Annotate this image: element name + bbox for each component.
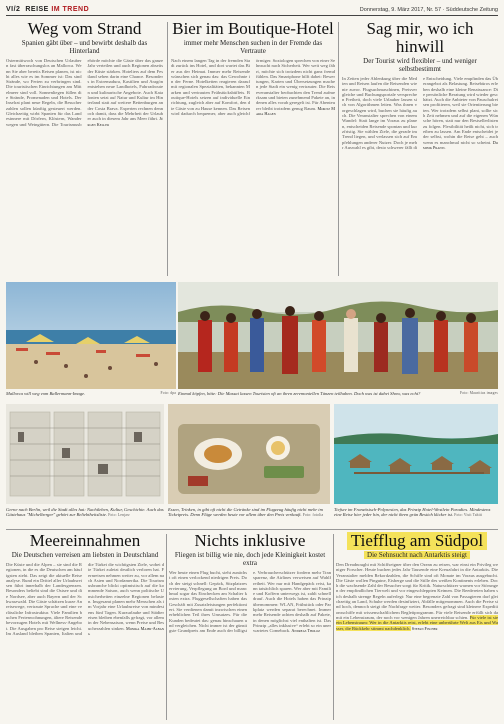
article-text: Ostermittwoch von Deutschen Urlaubern fast überraschungslos an Mallorca. Wenn Sie aber bereits Reisen planen, ist nicht alles wie es im Sommer ist: Das sind Strände, wo Ferien zu verbringen sind. Die touristischen Einrichtungen am Mittelmeer sind voll. Sonnenliegen füllen die Strände, Promenaden und Hotels. Der Inselrat plant neue Regeln, die Besucherzahlen sollen künftig gesteuert werden. Gleichzeitig wirbt Spanien für das Landesinnere mit Dörfern, Klöstern, Wanderwegen und Weingütern. Die Tourismusbehörde möchte die Gäste über das ganze Jahr verteilen und auch Regionen abseits der Küste stärken. Hoteliers auf dem Festland sehen darin eine Chance. Besonders in Extremadura, Kastilien und Aragón entstehen neue Landhotels, Fahrradrouten und kulinarische Angebote. Auch Katalonien setzt auf Natur und Kultur im Hinterland statt auf weitere Bettenburgen an der Costa Brava. Experten rechnen dennoch damit, dass die Mehrheit der Urlauber auch in diesem Jahr ans Meer fährt. [6,58,163,127]
page-number: VI/2 [6,6,21,13]
photo-credit: Foto: Visit Tahiti [454,513,483,518]
photo-credit: Foto: Mauritius images [460,391,498,395]
article-title: Nichts inklusive [194,532,306,550]
article-author: Dominik Prantl [423,139,498,150]
caption-text: Einmal köpfen, bitte: Die Massai lassen Touristen oft an ihren zeremoniellen Tänzen teilhaben. Doch was ist dabei Show, was echt? [178,391,421,396]
photo-polynesia-bungalows [334,404,498,504]
article-title: Weg vom Strand [27,20,142,38]
issue-date: Donnerstag, 9. März 2017, Nr. 57 · Süddeutsche Zeitung [359,6,498,13]
photo-credit: Foto: fotolia [302,513,324,518]
article-body [336,562,498,722]
caption-text: Essen, Trinken, in gibt oft nicht die Getränke sind im Flugzeug häufig nicht mehr im Ticketpreis. Denn Flüge werden heute vor allem über den Preis verkauft. [168,507,323,518]
article-body [171,58,335,278]
article-subtitle: Die Sehnsucht nach Antarktis steigt [364,551,470,559]
photo-massai-dance [178,282,498,389]
photo-inflight-meal [168,404,330,504]
column-divider [167,22,168,276]
article-text: In Zeiten jeder Ablenkung über die Medien und Reisen laufen die Reisenden wie nie zuvor. Flugsuchmaschinen, Preisvergleiche und Buchungsportale versprechen Freiheit, doch viele Urlauber lassen sich von Algorithmen leiten. Was ihnen vorgeschlagen wird, buchen sie häufig auch. Die Veranstalter sprechen von einem Wandel: Statt lange im Voraus zu planen, entscheiden Reisende spontan und kurzfristig. Sie wählen Ziele, die gerade im Trend liegen, und verlassen sich auf Empfehlungen anderer Nutzer. Doch je mehr Auswahl es gibt, desto schwerer fällt die Entscheidung. Viele empfinden das Überangebot als Belastung. Reisebüros erleben deshalb eine kleine Renaissance: Die persönliche Beratung wird wieder geschätzt. Auch die Anbieter von Pauschalreisen profitieren, weil sie Orientierung bieten. Wer trotzdem selbst plant, sollte sich Zeit nehmen und auf die eigenen Wünsche hören, statt nur den Bestsellerlisten zu folgen. Flexibilität heißt nicht, sich treiben zu lassen. Am Ende entscheidet jeder selbst, wohin die Reise geht – auch wenn es manchmal nicht so scheint. [342,76,498,150]
section-label [6,6,89,13]
section-title: REISE [25,6,49,13]
caption-massai [178,391,498,396]
article-title: Tiefflug am Südpol [347,532,487,550]
photo-credit: Foto: dpa [160,391,176,395]
column-divider [338,22,339,276]
article-tief [336,532,498,722]
article-text: Wer heute einen Flug bucht, sieht zunächst oft einen verlockend niedrigen Preis. Doch der steigt schnell: Gepäck, Sitzplatzreservierung, Verpflegung an Bord und manchmal sogar das Einchecken am Schalter kosten extra. Fluggesellschaften haben das Geschäft mit Zusatzleistungen perfektioniert. Sie verdienen damit inzwischen einen erheblichen Teil ihres Umsatzes. Für die Kunden bedeutet das: genau hinschauen und vergleichen. Nicht immer ist der günstigste Grundpreis am Ende auch der billigste. Verbraucherschützer fordern mehr Transparenz, die Airlines verweisen auf Wahlfreiheit. Wer nur mit Handgepäck reist, kann tatsächlich sparen. Wer aber mit Familie und Koffern unterwegs ist, zahlt schnell drauf. Auch die Hotels haben das Prinzip übernommen: WLAN, Frühstück oder Parkplatz werden separat berechnet. Immer mehr Reisende achten deshalb auf Pakete, in denen möglichst viel enthalten ist. Das Prinzip „alles inklusive“ erlebt so ein unerwartetes Comeback. [169,570,331,634]
article-author: Jürgen Keller [87,116,163,127]
caption-berlin [6,507,164,519]
photo-credit: Foto: Lenjaw [108,513,130,518]
article-author: Stefan Fischer [411,625,438,631]
caption-mallorca [6,391,176,396]
article-text: Den Dreadnought mit Schiffseigner über den Ozean zu reisen, war einst ein Privileg weniger Forscher. Heute buchen jedes Jahr Tausende eine Kreuzfahrt in die Antarktis. Die Veranstalter melden Rekordzahlen, die Schiffe sind oft Monate im Voraus ausgebucht. Die Gäste wollen Pinguine, Eisberge und die Stille des weißen Kontinents erleben. Doch die wachsende Zahl der Besucher sorgt für Kritik. Naturschützer warnen vor Störungen der empfindlichen Tierwelt und vor eingeschleppten Keimen. Die Reedereien haben sich deshalb strenge Regeln auferlegt: Nur eine begrenzte Zahl von Passagieren darf gleichzeitig an Land, Schuhe werden desinfiziert, Abfälle mitgenommen. Auch die Preise sind hoch, dennoch steigt die Nachfrage weiter. Besonders gefragt sind kleinere Expeditionsschiffe mit wissenschaftlichem Begleitprogramm. Für viele Reisende erfüllt sich damit ein Lebenstraum, der noch vor wenigen Jahren unerreichbar schien. [336,562,498,620]
caption-text: Gerne nach Berlin, weil die Stadt alles hat: Nachtleben, Kultur, Geschichte. Auch das Gästehaus "Michelberger" gehört zur Beliebtheitsliste. [6,507,164,518]
article-body [6,562,164,722]
column-divider [333,534,334,720]
caption-text: Tiefsee im Französisch-Polynesien, das Prinzip Hotel-Westlein Paradies. Mindestens eine Reise hier jeder hin, der nicht ihren grün Bestich klicker ist. [334,507,491,518]
section-divider [6,529,498,530]
caption-text: Mallorca will weg vom Ballermann-Image. [6,391,86,396]
highlighted-passage: Für viele ist sie ein Lebenstraum: Wer in die Antarktis reist, erlebt eine unberührte Welt aus Eis und Wasser, die Rückkehr stimmt nachdenklich. [336,614,498,631]
article-meer [6,532,164,722]
article-text: Die Küste und die Alpen – sie sind die Regionen, in die es die Deutschen am häufigsten zieht. Das zeigt die aktuelle Reiseanalyse. Rund ein Drittel aller Urlaubsreisen führt innerhalb der Landesgrenzen. Besonders beliebt sind die Ostsee und die Nordsee, aber auch Bayern und der Schwarzwald. Die Gäste schätzen kurze Anreisewege, vertraute Sprache und eine verlässliche Infrastruktur. Viele Familien buchen Ferienwohnungen, ältere Reisende bevorzugen Hotels mit Wellness-Angebot. Die Ausgaben pro Reise steigen leicht. Im Ausland bleiben Spanien, Italien und die Türkei die wichtigsten Ziele, wobei die Türkei zuletzt deutlich verloren hat. Fernreisen nehmen weiter zu, vor allem nach Asien und Nordamerika. Die Tourismusbranche blickt optimistisch auf die kommende Saison, auch wenn politische Unsicherheiten einzelne Regionen belasten. Insgesamt planen mehr Menschen als im Vorjahr eine Urlaubsreise von mindestens fünf Tagen. Kurzurlaube und Städtereisen bleiben ebenfalls gefragt, vor allem in der Nebensaison, wenn Preise und Besucherzahlen sinken. [6,562,164,636]
photo-mallorca-beach [6,282,176,389]
article-subtitle: Der Tourist wird flexibler – und weniger selbstbestimmt [363,57,477,73]
photo-berlin-hotel [6,404,164,504]
article-subtitle: Fliegen ist billig wie nie, doch jede Kleinigkeit kostet extra [174,551,326,567]
article-subtitle: immer mehr Menschen suchen in der Fremde das Vertraute [183,39,323,55]
article-author: Monika Maier-Albang [88,625,164,636]
article-body [169,570,331,722]
article-author: Moritz Maria Hagen [256,105,335,116]
article-title: Sag mir, wo ich hinwill [366,20,474,56]
article-nichts [169,532,331,722]
article-text: Nach einem langen Tag in der fremden Stadt zurück ins Hotel, und dort wartet das Bier aus der Heimat. Immer mehr Reisende wünschen sich genau das: das Gewohnte in der Ferne. Hotelketten reagieren darauf mit regionalen Spezialitäten, bekannten Marken und vertrauten Frühstücksbüffets. Boutique-Hotels setzen auf individuelle Einrichtung, zugleich aber auf Komfort, den die Gäste von zu Hause kennen. Das Reisen wird dadurch bequemer, aber auch gleichförmiger. Soziologen sprechen von einer Sehnsucht nach Sicherheit. Wer weit weg fährt, möchte sich trotzdem nicht ganz fremd fühlen. Das Smartphone hilft dabei: Bewertungen, Karten und Übersetzungen machen jede Stadt ein wenig vertrauter. Die Reiseveranstalter beobachten den Trend aufmerksam und bieten zunehmend Pakete an, in denen alles vorab geregelt ist. Für Abenteurer bleibt trotzdem genug Raum. [171,58,335,116]
article-title: Bier im Boutique-Hotel [172,20,334,38]
caption-polynesia [334,507,498,519]
column-divider [166,534,167,720]
article-subtitle: Spanien gäbt über – und bewirbt deshalb das Hinterland [21,39,148,55]
article-strand [6,20,163,278]
article-subtitle: Die Deutschen verreisen am liebsten in Deutschland [11,551,159,559]
article-title: Meereinnahmen [29,532,141,550]
article-bier [171,20,335,278]
masthead [6,4,498,16]
article-body [342,76,498,278]
caption-inflight [168,507,330,519]
section-title-red: IM TREND [51,6,90,13]
article-author: Andreas Tholoz [291,628,321,634]
article-body [6,58,163,278]
article-sagmir [342,20,498,278]
